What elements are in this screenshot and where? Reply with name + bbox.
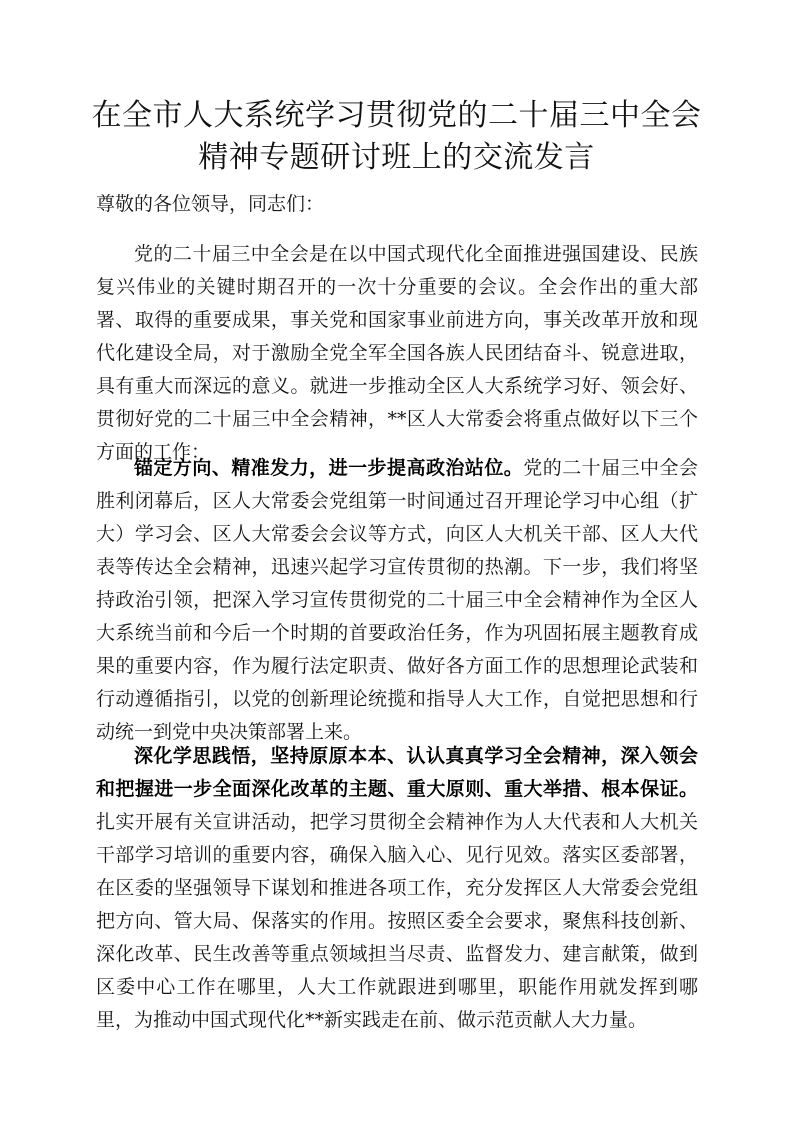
paragraph-1	[96, 238, 698, 469]
paragraph-3	[96, 740, 698, 1037]
paragraph-2	[96, 452, 698, 749]
paragraph-2-lead: 锚定方向、精准发力，进一步提高政治站位。	[134, 457, 524, 479]
paragraph-3-lead: 深化学思践悟，坚持原原本本、认认真真学习全会精神，深入领会和把握进一步全面深化改革的主题、重大原则、重大举措、根本保证。	[96, 745, 698, 800]
document-title-line2: 精神专题研讨班上的交流发言	[198, 140, 595, 175]
paragraph-2-text: 党的二十届三中全会胜利闭幕后，区人大常委会党组第一时间通过召开理论学习中心组（扩大）学习会、区人大常委会会议等方式，向区人大机关干部、区人大代表等传达全会精神，迅速兴起学习宣传贯彻的热潮。下一步，我们将坚持政治引领，把深入学习宣传贯彻党的二十届三中全会精神作为全区人大系统当前和今后一个时期的首要政治任务，作为巩固拓展主题教育成果的重要内容，作为履行法定职责、做好各方面工作的思想理论武装和行动遵循指引，以党的创新理论统揽和指导人大工作，自觉把思想和行动统一到党中央决策部署上来。	[96, 457, 698, 743]
document-title-line1: 在全市人大系统学习贯彻党的二十届三中全会	[91, 98, 702, 133]
paragraph-3-text: 扎实开展有关宣讲活动，把学习贯彻全会精神作为人大代表和人大机关干部学习培训的重要内容，确保入脑入心、见行见效。落实区委部署，在区委的坚强领导下谋划和推进各项工作，充分发挥区人大常委会党组把方向、管大局、保落实的作用。按照区委全会要求，聚焦科技创新、深化改革、民生改善等重点领域担当尽责、监督发力、建言献策，做到区委中心工作在哪里，人大工作就跟进到哪里，职能作用就发挥到哪里，为推动中国式现代化**新实践走在前、做示范贡献人大力量。	[96, 811, 698, 1031]
salutation: 尊敬的各位领导，同志们：	[96, 193, 325, 215]
paragraph-1-text: 党的二十届三中全会是在以中国式现代化全面推进强国建设、民族复兴伟业的关键时期召开的一次十分重要的会议。全会作出的重大部署、取得的重要成果，事关党和国家事业前进方向，事关改革开放和现代化建设全局，对于激励全党全军全国各族人民团结奋斗、锐意进取，具有重大而深远的意义。就进一步推动全区人大系统学习好、领会好、贯彻好党的二十届三中全会精神，**区人大常委会将重点做好以下三个方面的工作：	[96, 243, 698, 463]
